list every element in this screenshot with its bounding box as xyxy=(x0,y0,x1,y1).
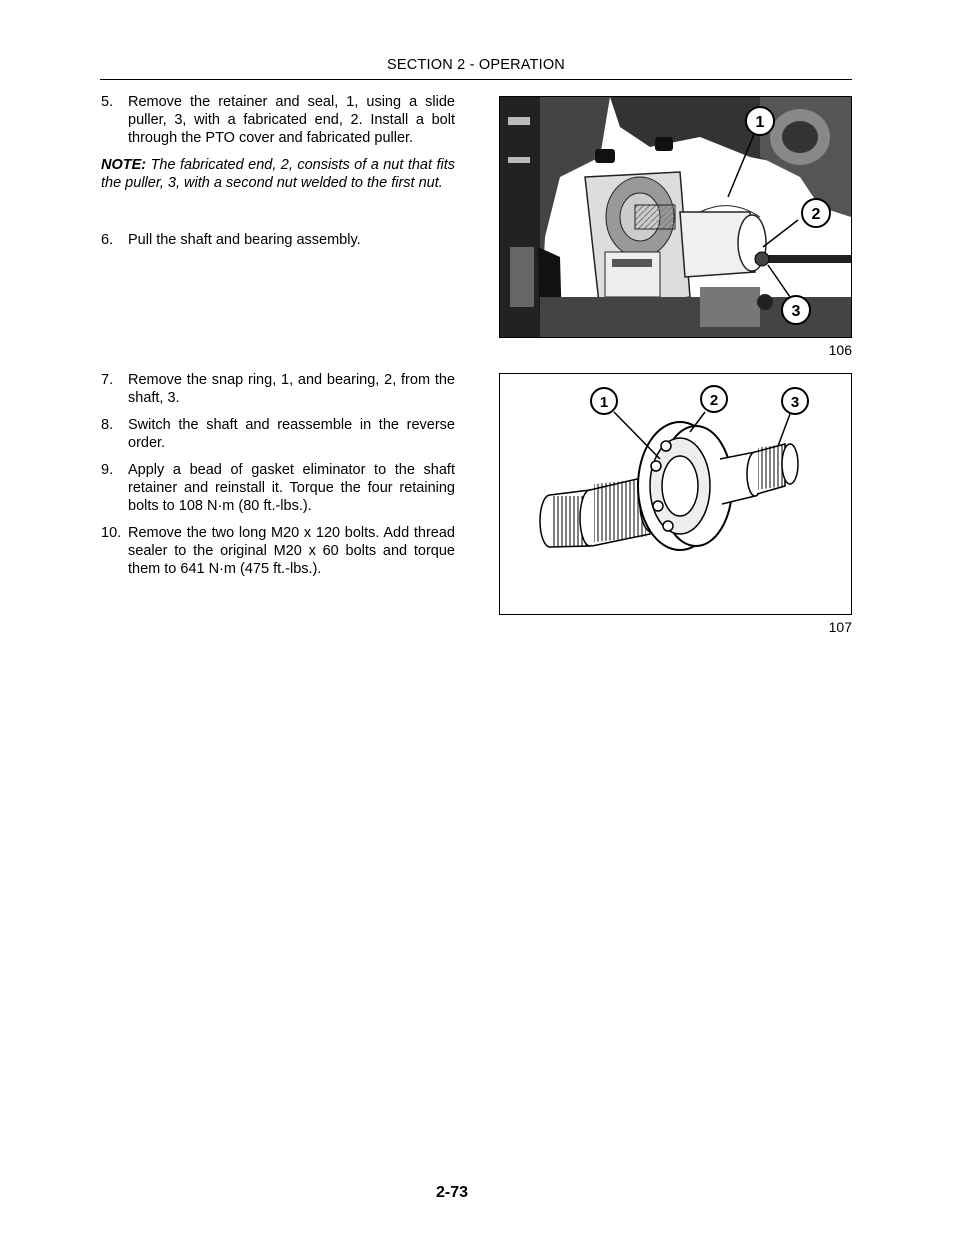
steps-block-6 xyxy=(101,231,455,258)
step-number: 8. xyxy=(101,417,114,433)
figure-107-image xyxy=(499,373,852,615)
figure-106-number: 106 xyxy=(828,342,852,358)
step-text: Pull the shaft and bearing assembly. xyxy=(128,232,361,248)
shaft-bearing-illustration xyxy=(500,374,851,614)
step-text: Remove the snap ring, 1, and bearing, 2, from the shaft, 3. xyxy=(128,372,455,406)
step-number: 9. xyxy=(101,462,114,478)
step-5 xyxy=(101,93,455,147)
svg-text:1: 1 xyxy=(599,394,609,411)
header-rule xyxy=(100,79,852,80)
figure-106-image xyxy=(499,96,852,338)
step-9 xyxy=(101,461,455,515)
svg-text:1: 1 xyxy=(755,114,765,131)
steps-block-a xyxy=(101,93,455,201)
callout-1 xyxy=(591,388,617,414)
page-number: 2-73 xyxy=(435,1184,469,1201)
step-8 xyxy=(101,416,455,452)
step-text: Remove the retainer and seal, 1, using a slide puller, 3, with a fabricated end, 2. Install a bolt through the PTO cover and fabricated puller. xyxy=(128,94,455,146)
step-text: Apply a bead of gasket eliminator to the shaft retainer and reinstall it. Torque the four retaining bolts to 108 N·m (80 ft.-lbs.). xyxy=(128,462,455,514)
callout-1 xyxy=(746,107,774,135)
note-text: The fabricated end, 2, consists of a nut that fits the puller, 3, with a second nut welded to the first nut. xyxy=(101,157,455,191)
step-number: 5. xyxy=(101,94,114,110)
step-text: Remove the two long M20 x 120 bolts. Add thread sealer to the original M20 x 60 bolts and torque them to 641 N·m (475 ft.-lbs.). xyxy=(128,525,455,577)
step-10 xyxy=(101,524,455,578)
svg-text:3: 3 xyxy=(790,394,800,411)
steps-block-b xyxy=(101,371,455,587)
callout-3 xyxy=(782,296,810,324)
callout-2 xyxy=(701,386,727,412)
svg-text:2: 2 xyxy=(709,392,719,409)
callout-3 xyxy=(782,388,808,414)
callout-2 xyxy=(802,199,830,227)
figure-107-number: 107 xyxy=(828,619,852,635)
step-text: Switch the shaft and reassemble in the reverse order. xyxy=(128,417,455,451)
svg-text:2: 2 xyxy=(811,206,821,223)
step-number: 7. xyxy=(101,372,114,388)
note-label: NOTE: xyxy=(101,157,147,173)
svg-text:3: 3 xyxy=(791,303,801,320)
note xyxy=(101,156,455,192)
step-number: 6. xyxy=(101,232,114,248)
step-7 xyxy=(101,371,455,407)
step-6 xyxy=(101,231,455,249)
pto-puller-illustration xyxy=(500,97,851,337)
section-header: SECTION 2 - OPERATION xyxy=(387,57,565,73)
step-number: 10. xyxy=(101,525,122,541)
